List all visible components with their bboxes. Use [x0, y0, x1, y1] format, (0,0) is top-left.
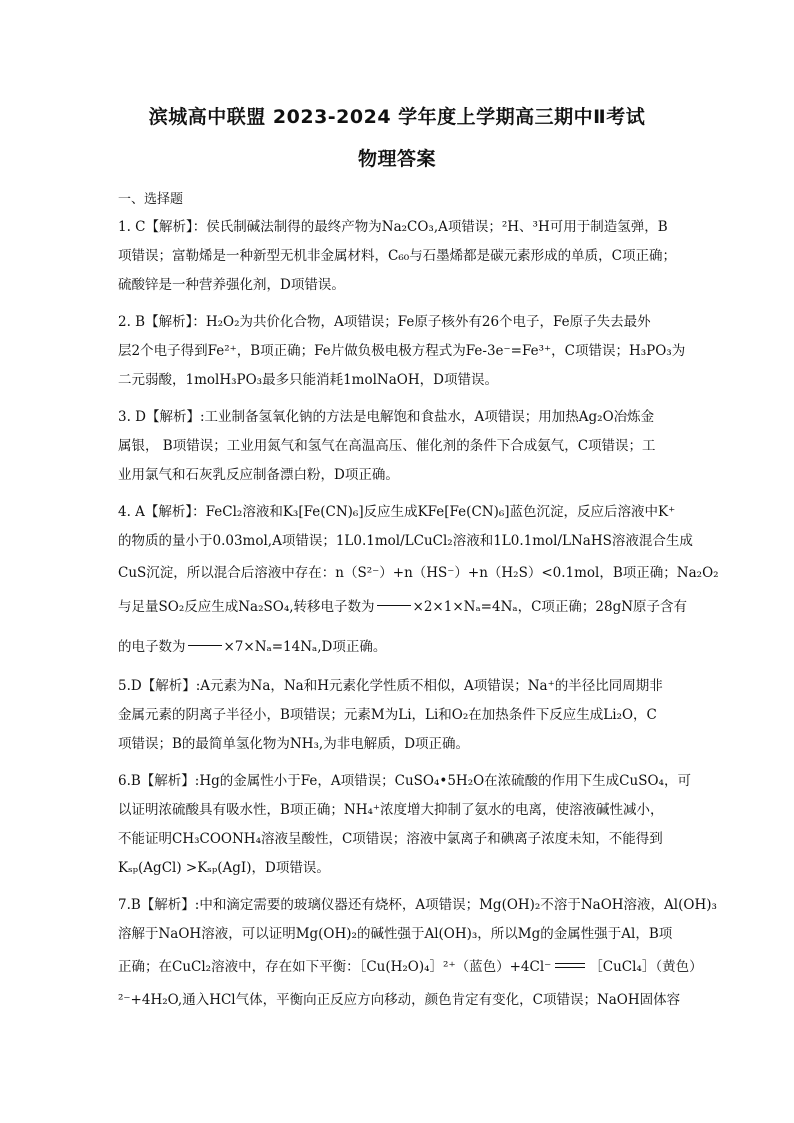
- fraction-bar: [188, 645, 222, 646]
- answer-line: 5.D【解析】:A元素为Na，Na和H元素化学性质不相似，A项错误；Na⁺的半径比同周期非: [118, 678, 663, 694]
- answer-line: 1. C【解析】：侯氏制碱法制得的最终产物为Na₂CO₃,A项错误；²H、³H可用于制造氢弹，B: [118, 219, 668, 235]
- answer-line: 6.B【解析】:Hg的金属性小于Fe，A项错误；CuSO₄•5H₂O在浓硫酸的作用下生成CuSO₄，可: [118, 773, 691, 789]
- answer-line: 3. D【解析】:工业制备氢氧化钠的方法是电解饱和食盐水，A项错误；用加热Ag₂O冶炼金: [118, 409, 655, 425]
- answer-line: 项错误；富勒烯是一种新型无机非金属材料，C₆₀与石墨烯都是碳元素形成的单质，C项正确；: [118, 248, 676, 264]
- page-title: 滨城高中联盟 2023-2024 学年度上学期高三期中Ⅱ考试: [148, 106, 646, 128]
- answer-text: 与足量SO₂反应生成Na₂SO₄,转移电子数为: [118, 599, 375, 615]
- answer-line: Kₛₚ(AgCl) >Kₛₚ(AgI)，D项错误。: [118, 860, 330, 876]
- page-subtitle: 物理答案: [357, 148, 436, 170]
- answer-line: ²⁻+4H₂O,通入HCl气体，平衡向正反应方向移动，颜色肯定有变化，C项错误；NaOH固体容: [118, 992, 681, 1008]
- answer-text: 正确；在CuCl₂溶液中，存在如下平衡：［Cu(H₂O)₄］²⁺（蓝色）+4Cl⁻: [118, 959, 552, 975]
- answer-text: 的电子数为: [118, 639, 186, 655]
- answer-line: 层2个电子得到Fe²⁺，B项正确；Fe片做负极电极方程式为Fe-3e⁻=Fe³⁺，C项错误；H₃PO₃为: [118, 343, 686, 359]
- answer-text: ×2×1×Nₐ=4Nₐ，C项正确；28gN原子含有: [412, 599, 688, 615]
- answer-line-with-equilibrium: [118, 958, 703, 976]
- answer-line: 4. A【解析】：FeCl₂溶液和K₃[Fe(CN)₆]反应生成KFe[Fe(CN)₆]蓝色沉淀，反应后溶液中K⁺: [118, 504, 676, 520]
- answer-line: 项错误；B的最简单氢化物为NH₃,为非电解质，D项正确。: [118, 736, 470, 752]
- answer-line: 业用氯气和石灰乳反应制备漂白粉，D项正确。: [118, 467, 399, 483]
- answer-line: 以证明浓硫酸具有吸水性，B项正确；NH₄⁺浓度增大抑制了氨水的电离，使溶液碱性减小，: [118, 802, 664, 818]
- answer-line: 2. B【解析】：H₂O₂为共价化合物，A项错误；Fe原子核外有26个电子，Fe原子失去最外: [118, 314, 651, 330]
- answer-line-with-fraction: [118, 598, 688, 616]
- answer-line: 二元弱酸，1molH₃PO₃最多只能消耗1molNaOH，D项错误。: [118, 372, 498, 388]
- answer-line: 不能证明CH₃COONH₄溶液呈酸性，C项错误；溶液中氯离子和碘离子浓度未知，不能得到: [118, 831, 663, 847]
- answer-line: CuS沉淀，所以混合后溶液中存在：n（S²⁻）+n（HS⁻）+n（H₂S）<0.1mol，B项正确；Na₂O₂: [118, 565, 719, 581]
- answer-text: ×7×Nₐ=14Nₐ,D项正确。: [223, 639, 387, 655]
- answer-line: 的物质的量小于0.03mol,A项错误；1L0.1mol/LCuCl₂溶液和1L0.1mol/LNaHS溶液混合生成: [118, 533, 693, 549]
- answer-line-with-fraction: [118, 638, 678, 656]
- equilibrium-arrow-icon: [555, 961, 585, 971]
- answer-line: 金属元素的阴离子半径小，B项错误；元素M为Li，Li和O₂在加热条件下反应生成Li₂O，C: [118, 707, 657, 723]
- answer-line: 7.B【解析】:中和滴定需要的玻璃仪器还有烧杯，A项错误；Mg(OH)₂不溶于NaOH溶液，Al(OH)₃: [118, 897, 717, 913]
- answer-line: 溶解于NaOH溶液，可以证明Mg(OH)₂的碱性强于Al(OH)₃，所以Mg的金属性强于Al，B项: [118, 926, 673, 942]
- answer-line: 属银， B项错误；工业用氮气和氢气在高温高压、催化剂的条件下合成氨气，C项错误；工: [118, 438, 656, 454]
- answer-text: ［CuCl₄］（黄色）: [589, 959, 703, 975]
- section-heading: 一、选择题: [118, 192, 184, 207]
- answer-line: 硫酸锌是一种营养强化剂，D项错误。: [118, 277, 345, 293]
- fraction-bar: [377, 605, 411, 606]
